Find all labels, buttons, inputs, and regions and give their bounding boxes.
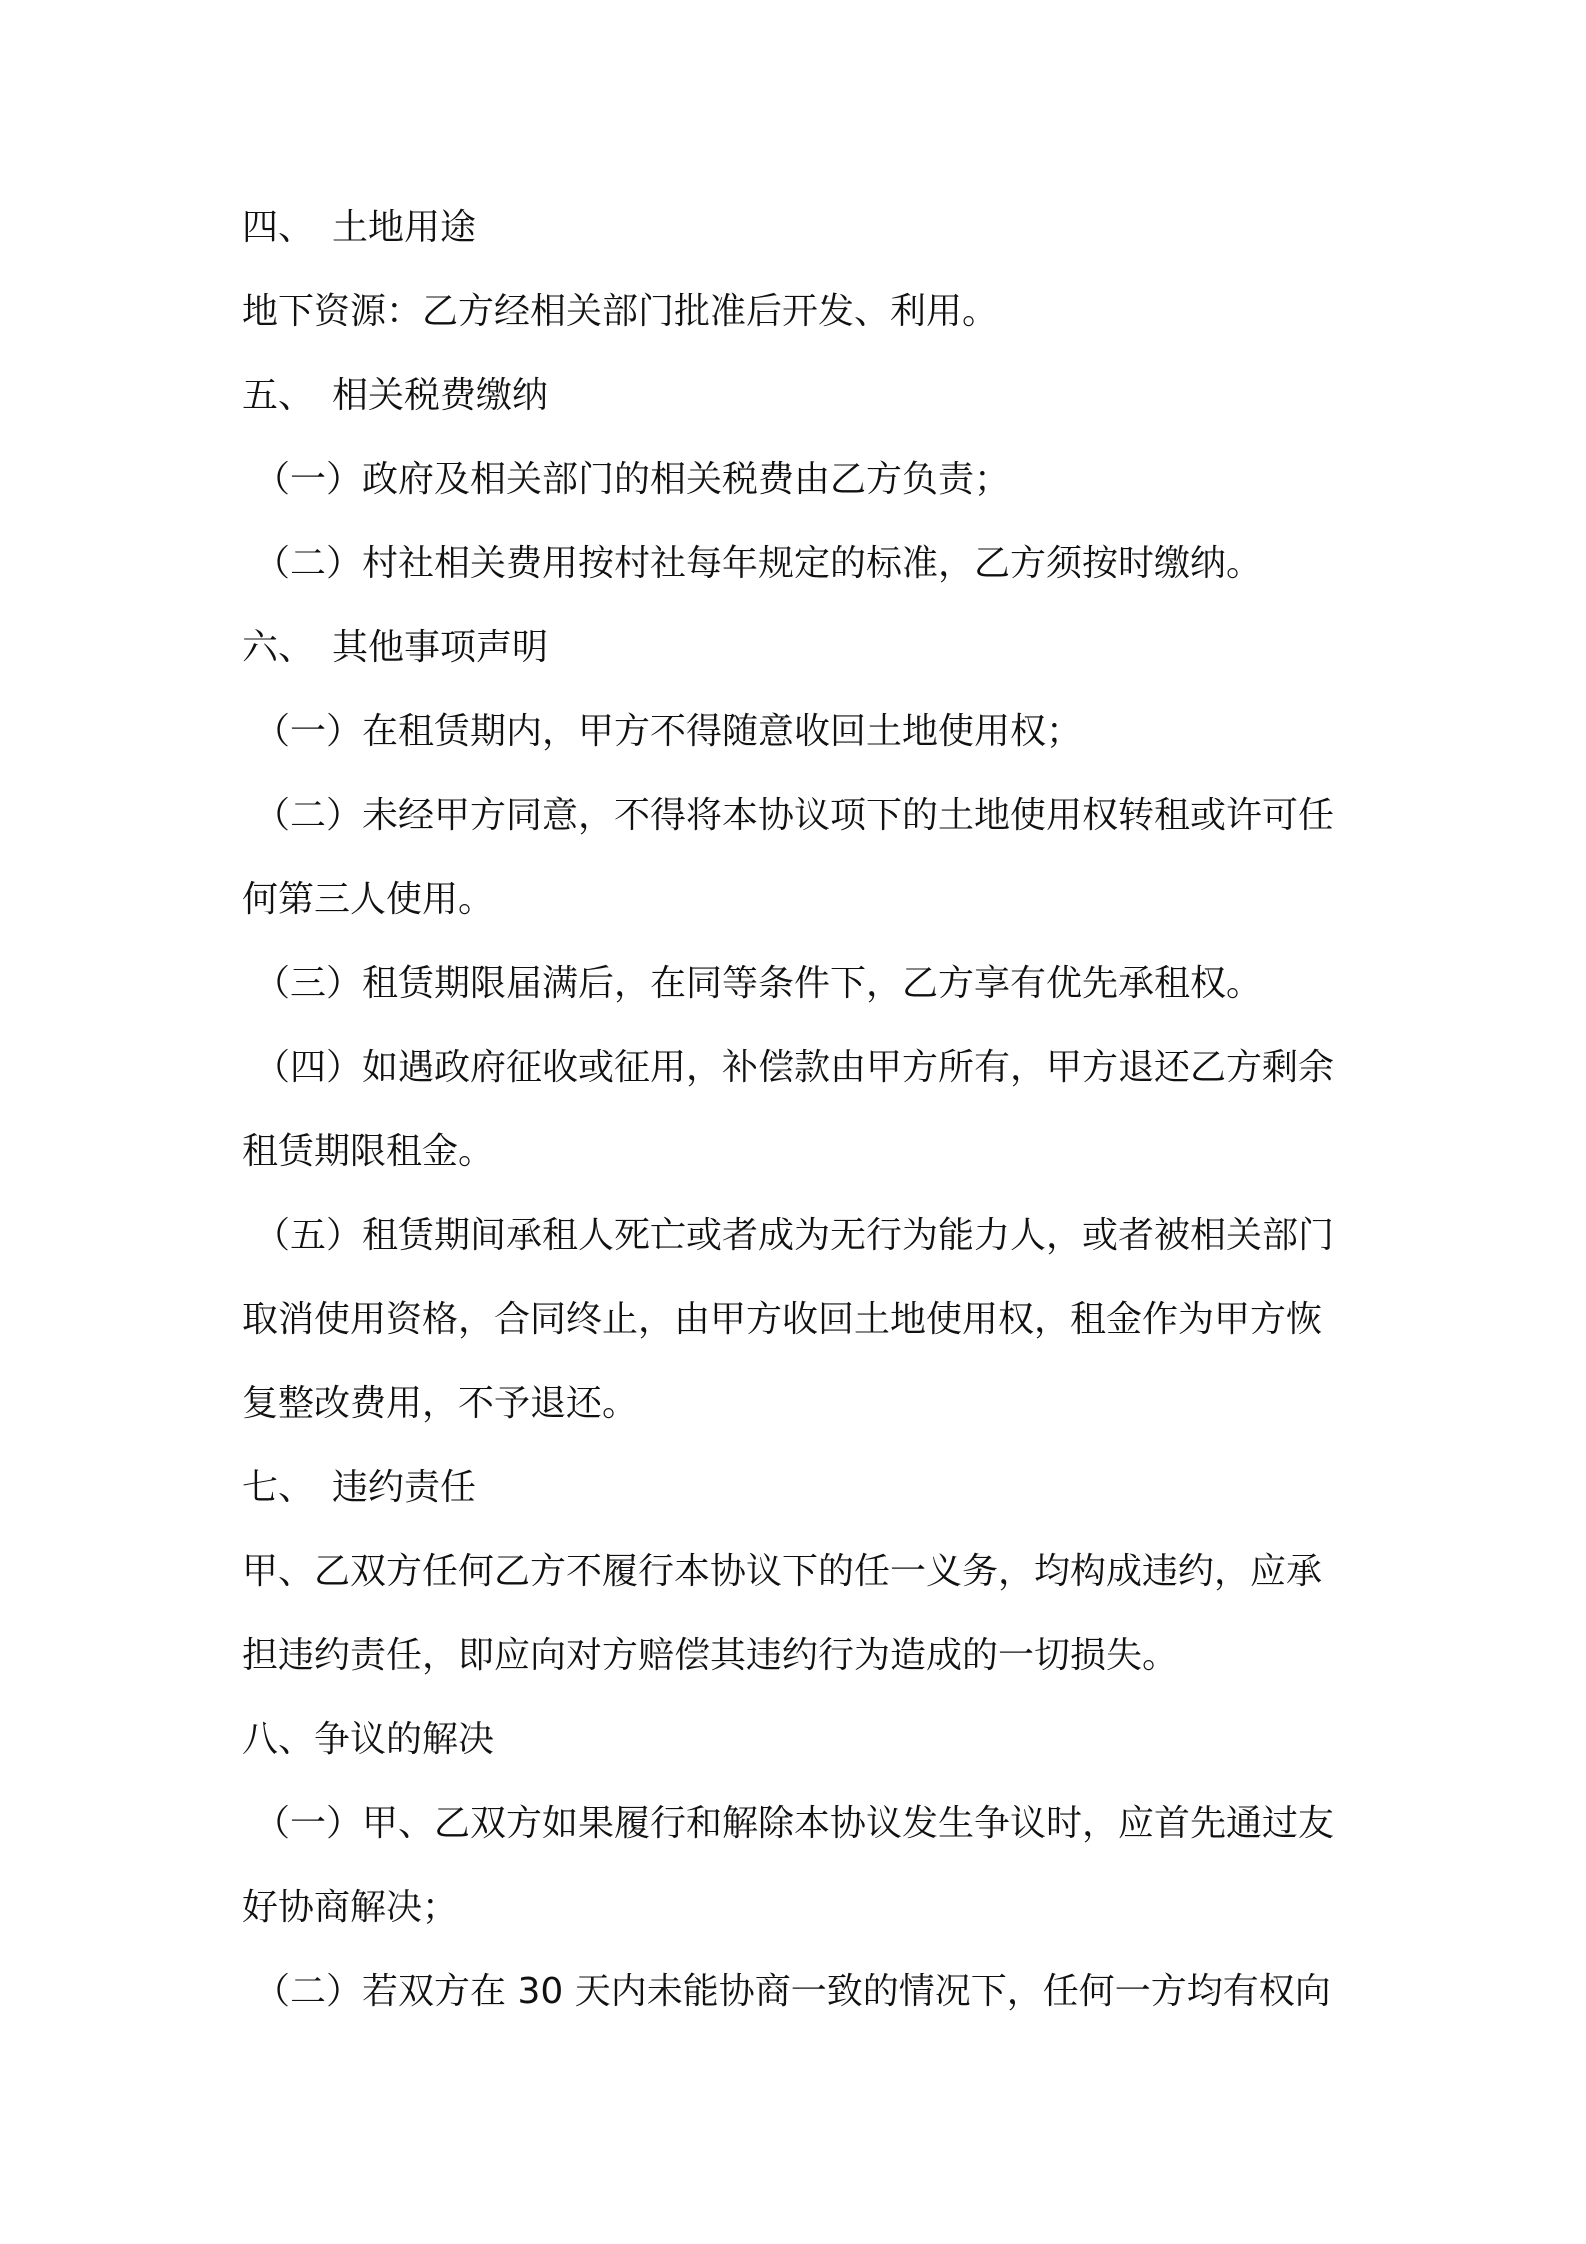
section-heading-taxes: 五、 相关税费缴纳	[242, 375, 549, 416]
section-heading-disputes: 八、争议的解决	[242, 1719, 495, 1760]
paragraph-breach-continued: 担违约责任，即应向对方赔偿其违约行为造成的一切损失。	[242, 1635, 1179, 1676]
clause-other-1: （一）在租赁期内，甲方不得随意收回土地使用权；	[254, 711, 1083, 752]
clause-other-4-continued: 租赁期限租金。	[242, 1131, 495, 1172]
clause-other-5-continued-1: 取消使用资格，合同终止，由甲方收回土地使用权，租金作为甲方恢	[242, 1299, 1323, 1340]
clause-taxes-1: （一）政府及相关部门的相关税费由乙方负责；	[254, 459, 1011, 500]
section-heading-land-use: 四、 土地用途	[242, 207, 477, 248]
clause-other-5: （五）租赁期间承租人死亡或者成为无行为能力人，或者被相关部门	[254, 1215, 1335, 1256]
clause-other-3: （三）租赁期限届满后，在同等条件下，乙方享有优先承租权。	[254, 963, 1263, 1004]
section-heading-other-matters: 六、 其他事项声明	[242, 627, 549, 668]
section-heading-breach: 七、 违约责任	[242, 1467, 477, 1508]
clause-other-2-continued: 何第三人使用。	[242, 879, 495, 920]
clause-disputes-1-continued: 好协商解决；	[242, 1887, 459, 1928]
clause-disputes-1: （一）甲、乙双方如果履行和解除本协议发生争议时，应首先通过友	[254, 1803, 1335, 1844]
paragraph-breach: 甲、乙双方任何乙方不履行本协议下的任一义务，均构成违约，应承	[242, 1551, 1323, 1592]
clause-taxes-2: （二）村社相关费用按村社每年规定的标准，乙方须按时缴纳。	[254, 543, 1263, 584]
clause-disputes-2: （二）若双方在 30 天内未能协商一致的情况下，任何一方均有权向	[254, 1971, 1331, 2012]
paragraph-underground-resources: 地下资源：乙方经相关部门批准后开发、利用。	[242, 291, 999, 332]
clause-other-2: （二）未经甲方同意，不得将本协议项下的土地使用权转租或许可任	[254, 795, 1335, 836]
clause-other-5-continued-2: 复整改费用，不予退还。	[242, 1383, 639, 1424]
clause-other-4: （四）如遇政府征收或征用，补偿款由甲方所有，甲方退还乙方剩余	[254, 1047, 1335, 1088]
